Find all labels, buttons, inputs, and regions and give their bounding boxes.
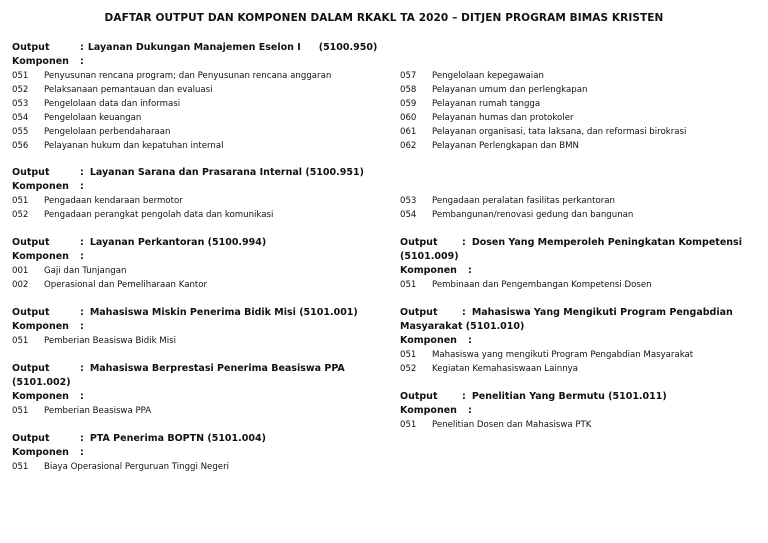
komponen-row bbox=[400, 97, 686, 111]
output-label: Output bbox=[12, 237, 50, 248]
output-colon: : bbox=[80, 307, 84, 318]
komponen-row bbox=[12, 139, 331, 153]
output-header bbox=[400, 236, 756, 250]
komponen-text: Pelayanan Perlengkapan dan BMN bbox=[432, 141, 579, 151]
komponen-row bbox=[12, 334, 384, 348]
komponen-code: 054 bbox=[400, 210, 417, 220]
komponen-text: Pelayanan umum dan perlengkapan bbox=[432, 85, 588, 95]
komponen-label: Komponen bbox=[12, 56, 69, 67]
output-section bbox=[400, 236, 756, 292]
komponen-header bbox=[12, 446, 384, 460]
output-name: Layanan Perkantoran (5100.994) bbox=[89, 237, 267, 248]
output-name: PTA Penerima BOPTN (5101.004) bbox=[89, 433, 266, 444]
komponen-label: Komponen bbox=[400, 335, 457, 346]
output-label: Output bbox=[12, 42, 50, 53]
komponen-list bbox=[12, 69, 331, 153]
komponen-code: 057 bbox=[400, 71, 417, 81]
komponen-row bbox=[400, 348, 756, 362]
komponen-code: 062 bbox=[400, 141, 417, 151]
output-section-5100-951: Output : Layanan Sarana dan Prasarana Internal (5100.951) Komponen : bbox=[12, 167, 364, 192]
komponen-code: 054 bbox=[12, 113, 29, 123]
komponen-text: Gaji dan Tunjangan bbox=[44, 266, 127, 276]
komponen-row bbox=[400, 194, 633, 208]
komponen-header bbox=[400, 334, 756, 348]
lower-left-column bbox=[12, 236, 384, 488]
lower-right-column bbox=[400, 236, 756, 446]
komponen-code: 051 bbox=[400, 280, 417, 290]
output-name: Layanan Sarana dan Prasarana Internal (5100.951) bbox=[89, 167, 364, 178]
komponen-header bbox=[12, 320, 384, 334]
komponen-row bbox=[12, 264, 384, 278]
komponen-row bbox=[12, 460, 384, 474]
komponen-code: 051 bbox=[12, 196, 29, 206]
komponen-text: Pembinaan dan Pengembangan Kompetensi Dosen bbox=[432, 280, 652, 290]
page-title: DAFTAR OUTPUT DAN KOMPONEN DALAM RKAKL TA 2020 – DITJEN PROGRAM BIMAS KRISTEN bbox=[104, 12, 664, 24]
komponen-code: 056 bbox=[12, 141, 29, 151]
komponen-code: 052 bbox=[400, 364, 417, 374]
komponen-row bbox=[12, 83, 331, 97]
komponen-label: Komponen bbox=[12, 391, 69, 402]
komponen-row bbox=[12, 278, 384, 292]
komponen-row bbox=[12, 97, 331, 111]
komponen-colon: : bbox=[468, 405, 472, 416]
komponen-code: 060 bbox=[400, 113, 417, 123]
output-header bbox=[400, 306, 756, 320]
output-name: Dosen Yang Memperoleh Peningkatan Kompetensi bbox=[471, 237, 742, 248]
komponen-text: Biaya Operasional Perguruan Tinggi Negeri bbox=[44, 462, 229, 472]
output-colon: : bbox=[462, 307, 466, 318]
komponen-label: Komponen bbox=[400, 405, 457, 416]
komponen-row bbox=[400, 69, 686, 83]
komponen-label: Komponen bbox=[400, 265, 457, 276]
komponen-code: 055 bbox=[12, 127, 29, 137]
output-label: Output bbox=[400, 307, 438, 318]
output-header bbox=[12, 432, 384, 446]
komponen-text: Pelayanan rumah tangga bbox=[432, 99, 541, 109]
komponen-row bbox=[12, 194, 273, 208]
komponen-text: Pengelolaan keuangan bbox=[44, 113, 142, 123]
output-label: Output bbox=[12, 167, 50, 178]
komponen-code: 051 bbox=[400, 350, 417, 360]
komponen-label: Komponen bbox=[12, 181, 69, 192]
komponen-text: Pengadaan peralatan fasilitas perkantoran bbox=[432, 196, 615, 206]
komponen-row bbox=[400, 111, 686, 125]
komponen-code: 059 bbox=[400, 99, 417, 109]
komponen-header bbox=[400, 404, 756, 418]
komponen-text: Pelayanan organisasi, tata laksana, dan reformasi birokrasi bbox=[432, 127, 687, 137]
output-header bbox=[400, 390, 756, 404]
komponen-code: 053 bbox=[12, 99, 29, 109]
komponen-header bbox=[12, 390, 384, 404]
komponen-row bbox=[400, 362, 756, 376]
komponen-row bbox=[400, 208, 633, 222]
komponen-code: 051 bbox=[12, 406, 29, 416]
komponen-text: Mahasiswa yang mengikuti Program Pengabdian Masyarakat bbox=[432, 350, 694, 360]
komponen-text: Pengelolaan kepegawaian bbox=[432, 71, 544, 81]
output-name-continued: (5101.009) bbox=[400, 251, 459, 262]
output-label: Output bbox=[12, 433, 50, 444]
komponen-code: 051 bbox=[12, 336, 29, 346]
komponen-header bbox=[400, 264, 756, 278]
komponen-text: Pelaksanaan pemantauan dan evaluasi bbox=[44, 85, 213, 95]
komponen-code: 061 bbox=[400, 127, 417, 137]
output-colon: : bbox=[462, 391, 466, 402]
komponen-code: 001 bbox=[12, 266, 29, 276]
output-name: Mahasiswa Miskin Penerima Bidik Misi (5101.001) bbox=[89, 307, 358, 318]
komponen-header bbox=[12, 250, 384, 264]
output-label: Output bbox=[400, 391, 438, 402]
output-colon: : bbox=[80, 167, 84, 178]
output-section bbox=[12, 306, 384, 348]
output-section bbox=[400, 390, 756, 432]
komponen-text: Pelayanan hukum dan kepatuhan internal bbox=[44, 141, 224, 151]
output-colon: : bbox=[80, 42, 84, 53]
komponen-text: Pengelolaan perbendaharaan bbox=[44, 127, 171, 137]
output-colon: : bbox=[80, 237, 84, 248]
komponen-row bbox=[400, 83, 686, 97]
komponen-label: Komponen bbox=[12, 321, 69, 332]
output-label: Output bbox=[12, 307, 50, 318]
komponen-text: Pengadaan perangkat pengolah data dan komunikasi bbox=[44, 210, 274, 220]
komponen-list bbox=[12, 194, 273, 222]
komponen-code: 051 bbox=[12, 71, 29, 81]
output-code: (5100.950) bbox=[318, 42, 378, 53]
komponen-text: Penelitian Dosen dan Mahasiswa PTK bbox=[432, 420, 592, 430]
output-section bbox=[12, 432, 384, 474]
komponen-colon: : bbox=[80, 447, 84, 458]
output-colon: : bbox=[462, 237, 466, 248]
output-name: Mahasiswa Berprestasi Penerima Beasiswa PPA bbox=[89, 363, 345, 374]
komponen-code: 002 bbox=[12, 280, 29, 290]
output-name: Layanan Dukungan Manajemen Eselon I bbox=[87, 42, 301, 53]
komponen-list bbox=[400, 194, 633, 222]
output-name: Penelitian Yang Bermutu (5101.011) bbox=[471, 391, 667, 402]
komponen-row bbox=[400, 418, 756, 432]
komponen-row bbox=[400, 125, 686, 139]
komponen-text: Pemberian Beasiswa PPA bbox=[44, 406, 152, 416]
komponen-colon: : bbox=[80, 251, 84, 262]
komponen-colon: : bbox=[468, 335, 472, 346]
komponen-text: Operasional dan Pemeliharaan Kantor bbox=[44, 280, 208, 290]
komponen-colon: : bbox=[80, 391, 84, 402]
komponen-list bbox=[400, 69, 686, 153]
komponen-code: 051 bbox=[12, 462, 29, 472]
output-label: Output bbox=[12, 363, 50, 374]
komponen-text: Pelayanan humas dan protokoler bbox=[432, 113, 574, 123]
output-name-continued: (5101.002) bbox=[12, 377, 71, 388]
komponen-code: 058 bbox=[400, 85, 417, 95]
komponen-text: Penyusunan rencana program; dan Penyusunan rencana anggaran bbox=[44, 71, 332, 81]
komponen-label: Komponen bbox=[12, 447, 69, 458]
output-name-continued: Masyarakat (5101.010) bbox=[400, 321, 525, 332]
komponen-text: Pengelolaan data dan informasi bbox=[44, 99, 181, 109]
komponen-row bbox=[12, 125, 331, 139]
output-header bbox=[12, 362, 384, 376]
komponen-text: Pembangunan/renovasi gedung dan bangunan bbox=[432, 210, 634, 220]
komponen-code: 051 bbox=[400, 420, 417, 430]
komponen-row bbox=[12, 69, 331, 83]
komponen-row bbox=[12, 111, 331, 125]
komponen-colon: : bbox=[468, 265, 472, 276]
komponen-row bbox=[12, 208, 273, 222]
komponen-code: 052 bbox=[12, 85, 29, 95]
komponen-row bbox=[12, 404, 384, 418]
komponen-row bbox=[400, 139, 686, 153]
output-section bbox=[12, 362, 384, 418]
komponen-colon: : bbox=[80, 321, 84, 332]
output-section bbox=[400, 306, 756, 376]
output-colon: : bbox=[80, 433, 84, 444]
komponen-text: Kegiatan Kemahasiswaan Lainnya bbox=[432, 364, 579, 374]
komponen-code: 053 bbox=[400, 196, 417, 206]
komponen-code: 052 bbox=[12, 210, 29, 220]
output-header bbox=[12, 236, 384, 250]
komponen-label: Komponen bbox=[12, 251, 69, 262]
output-section-5100-950: Output : Layanan Dukungan Manajemen Eselon I (5100.950) Komponen : bbox=[12, 42, 378, 67]
komponen-row bbox=[400, 278, 756, 292]
output-header bbox=[12, 306, 384, 320]
output-name: Mahasiswa Yang Mengikuti Program Pengabdian bbox=[471, 307, 733, 318]
output-colon: : bbox=[80, 363, 84, 374]
komponen-text: Pemberian Beasiswa Bidik Misi bbox=[44, 336, 176, 346]
output-section bbox=[12, 236, 384, 292]
komponen-text: Pengadaan kendaraan bermotor bbox=[44, 196, 183, 206]
output-label: Output bbox=[400, 237, 438, 248]
